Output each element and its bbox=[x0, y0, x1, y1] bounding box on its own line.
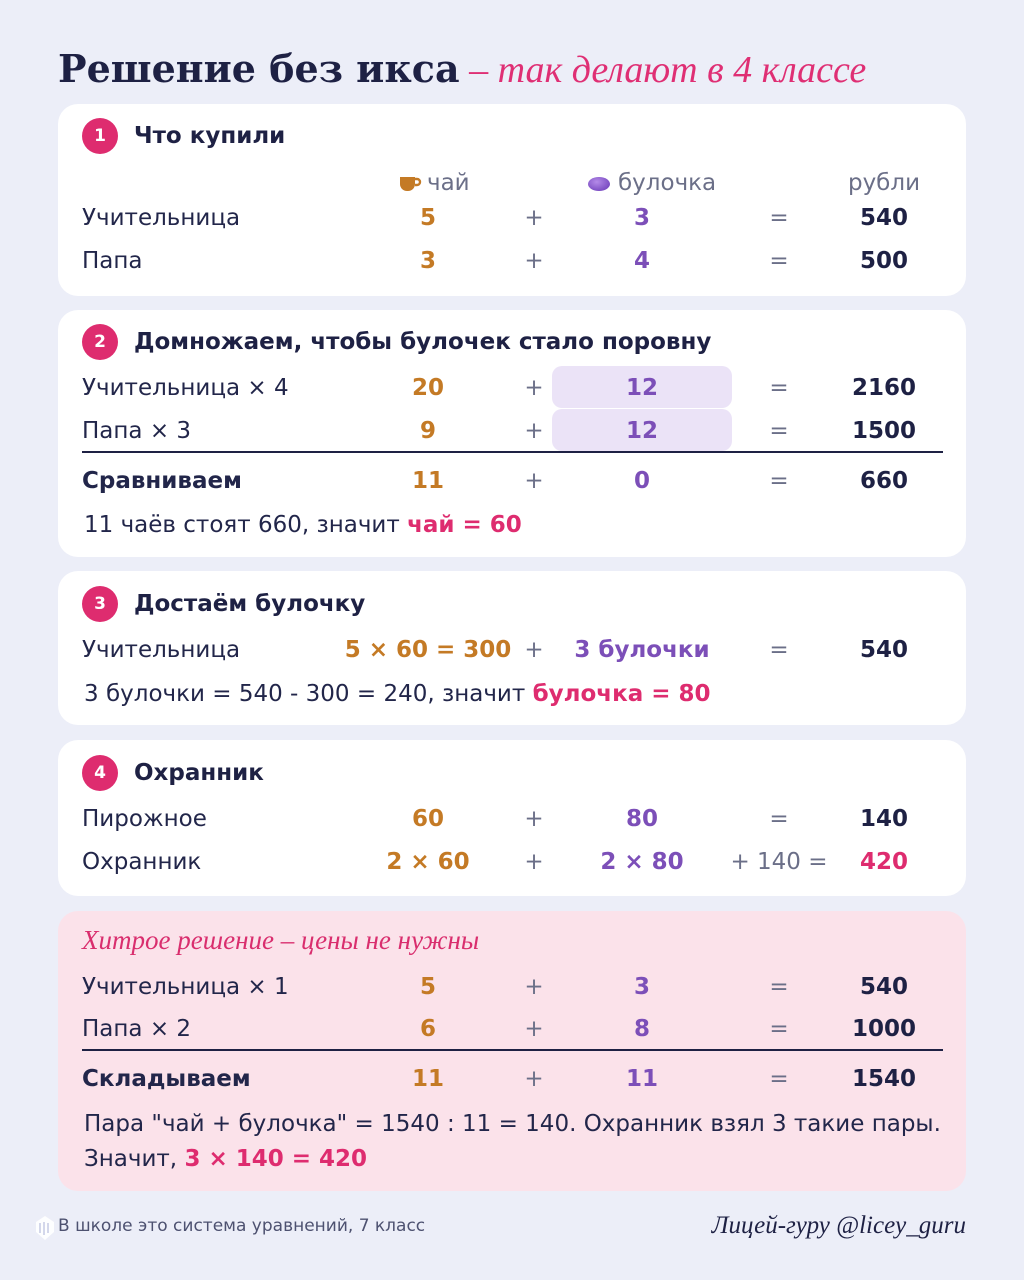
tea-count: 11 bbox=[411, 468, 444, 494]
step-4-card bbox=[58, 740, 966, 896]
equation-row bbox=[58, 632, 966, 668]
tea-count: 6 bbox=[419, 1016, 436, 1042]
conclusion-text: 3 булочки = 540 - 300 = 240, значит bbox=[84, 681, 533, 707]
page-title bbox=[58, 44, 998, 95]
title-main: Решение без икса bbox=[58, 46, 460, 91]
conclusion-highlight: 3 × 140 = 420 bbox=[184, 1146, 368, 1172]
conclusion-text: 11 чаёв стоят 660, значит bbox=[84, 512, 408, 538]
equals-sign: = bbox=[769, 1066, 789, 1092]
total-rubles: 1540 bbox=[851, 1066, 916, 1092]
step-title: Охранник bbox=[134, 760, 264, 786]
bun-count: 12 bbox=[625, 418, 658, 444]
tea-count: 5 bbox=[419, 974, 436, 1000]
header-bun-label: булочка bbox=[618, 170, 717, 196]
divider-line bbox=[82, 1049, 943, 1051]
plus-sign: + bbox=[524, 248, 544, 274]
plus-sign: + bbox=[524, 1066, 544, 1092]
equation-row bbox=[58, 801, 966, 837]
equation-row bbox=[58, 969, 966, 1005]
bun-count: 80 bbox=[625, 806, 658, 832]
step-title: Что купили bbox=[134, 123, 286, 149]
total-rubles: 540 bbox=[859, 637, 908, 663]
bun-count: 12 bbox=[625, 375, 658, 401]
plus-sign: + bbox=[524, 849, 544, 875]
bun-count: 3 bbox=[633, 205, 650, 231]
bun-term: 3 булочки bbox=[574, 637, 710, 663]
result-row bbox=[58, 463, 966, 499]
tea-count: 20 bbox=[411, 375, 444, 401]
tea-count: 2 × 60 bbox=[386, 849, 470, 875]
clever-solution-title: Хитрое решение – цены не нужны bbox=[82, 925, 480, 955]
equation-row bbox=[58, 200, 966, 236]
row-label: Папа bbox=[82, 248, 143, 274]
row-label: Учительница × 4 bbox=[82, 375, 289, 401]
equals-sign: = bbox=[769, 205, 789, 231]
bun-count: 3 bbox=[633, 974, 650, 1000]
step-title: Домножаем, чтобы булочек стало поровну bbox=[134, 329, 712, 355]
row-label: Учительница bbox=[82, 637, 241, 663]
plus-sign: + bbox=[524, 806, 544, 832]
step-2-card bbox=[58, 310, 966, 557]
conclusion-text: Значит, bbox=[84, 1146, 185, 1172]
step-3-header bbox=[82, 586, 365, 622]
step-number-badge: 3 bbox=[82, 586, 118, 622]
conclusion-highlight: булочка = 80 bbox=[532, 681, 711, 707]
step-4-header bbox=[82, 755, 264, 791]
tea-count: 5 bbox=[419, 205, 436, 231]
header-tea-label: чай bbox=[427, 170, 470, 196]
plus-sign: + bbox=[524, 375, 544, 401]
plus-sign: + bbox=[524, 468, 544, 494]
row-label: Папа × 3 bbox=[82, 418, 192, 444]
total-rubles: 420 bbox=[859, 849, 908, 875]
bun-count: 8 bbox=[633, 1016, 650, 1042]
step-conclusion bbox=[84, 507, 522, 543]
bun-count: 0 bbox=[633, 468, 650, 494]
equals-sign: = bbox=[769, 806, 789, 832]
step-title: Достаём булочку bbox=[134, 591, 366, 617]
equals-sign: = bbox=[769, 418, 789, 444]
equals-sign: + 140 = bbox=[730, 849, 828, 875]
tea-count: 60 bbox=[411, 806, 444, 832]
equals-sign: = bbox=[769, 468, 789, 494]
bun-count: 2 × 80 bbox=[600, 849, 684, 875]
row-label: Папа × 2 bbox=[82, 1016, 192, 1042]
step-2-header bbox=[82, 324, 711, 360]
equation-row bbox=[58, 370, 966, 406]
equation-row bbox=[58, 413, 966, 449]
total-rubles: 2160 bbox=[851, 375, 916, 401]
plus-sign: + bbox=[524, 1016, 544, 1042]
row-label: Учительница × 1 bbox=[82, 974, 289, 1000]
step-conclusion bbox=[84, 676, 711, 712]
bun-icon bbox=[588, 177, 610, 191]
footer-note: В школе это система уравнений, 7 класс bbox=[58, 1216, 426, 1236]
equals-sign: = bbox=[769, 637, 789, 663]
equals-sign: = bbox=[769, 1016, 789, 1042]
total-rubles: 1500 bbox=[851, 418, 916, 444]
step-number-badge: 1 bbox=[82, 118, 118, 154]
brand-logo-icon bbox=[34, 1214, 56, 1242]
step-3-card bbox=[58, 571, 966, 725]
plus-sign: + bbox=[524, 974, 544, 1000]
step-number-badge: 2 bbox=[82, 324, 118, 360]
row-label: Учительница bbox=[82, 205, 241, 231]
title-subtitle: – так делают в 4 классе bbox=[459, 49, 867, 91]
bun-count: 4 bbox=[633, 248, 650, 274]
column-headers bbox=[58, 165, 966, 196]
clever-solution-card bbox=[58, 911, 966, 1191]
total-rubles: 660 bbox=[859, 468, 908, 494]
bun-count: 11 bbox=[625, 1066, 658, 1092]
row-label: Пирожное bbox=[82, 806, 207, 832]
row-label: Складываем bbox=[82, 1066, 251, 1092]
total-rubles: 540 bbox=[859, 205, 908, 231]
plus-sign: + bbox=[524, 205, 544, 231]
equation-row bbox=[58, 844, 966, 880]
total-rubles: 1000 bbox=[851, 1016, 916, 1042]
clever-explanation: Пара "чай + булочка" = 1540 : 11 = 140. Охранник взял 3 такие пары. bbox=[84, 1111, 941, 1137]
plus-sign: + bbox=[524, 637, 544, 663]
total-rubles: 500 bbox=[859, 248, 908, 274]
total-rubles: 140 bbox=[859, 806, 908, 832]
plus-sign: + bbox=[524, 418, 544, 444]
footer-brand: Лицей-гуру @licey_guru bbox=[711, 1212, 966, 1239]
conclusion-highlight: чай = 60 bbox=[407, 512, 522, 538]
tea-count: 9 bbox=[419, 418, 436, 444]
divider-line bbox=[82, 451, 943, 453]
equation-row bbox=[58, 243, 966, 279]
row-label: Сравниваем bbox=[82, 468, 242, 494]
total-rubles: 540 bbox=[859, 974, 908, 1000]
result-row bbox=[58, 1061, 966, 1097]
tea-count: 3 bbox=[419, 248, 436, 274]
step-1-header bbox=[82, 118, 285, 154]
cup-icon bbox=[398, 175, 422, 193]
equation-row bbox=[58, 1011, 966, 1047]
row-label: Охранник bbox=[82, 849, 202, 875]
header-rubles: рубли bbox=[847, 170, 921, 196]
tea-count: 11 bbox=[411, 1066, 444, 1092]
step-number-badge: 4 bbox=[82, 755, 118, 791]
tea-cost: 5 × 60 = 300 bbox=[344, 637, 512, 663]
step-1-card bbox=[58, 104, 966, 296]
header-bun bbox=[588, 165, 738, 201]
equals-sign: = bbox=[769, 974, 789, 1000]
equals-sign: = bbox=[769, 248, 789, 274]
equals-sign: = bbox=[769, 375, 789, 401]
clever-conclusion bbox=[84, 1141, 367, 1177]
header-tea bbox=[398, 165, 518, 201]
